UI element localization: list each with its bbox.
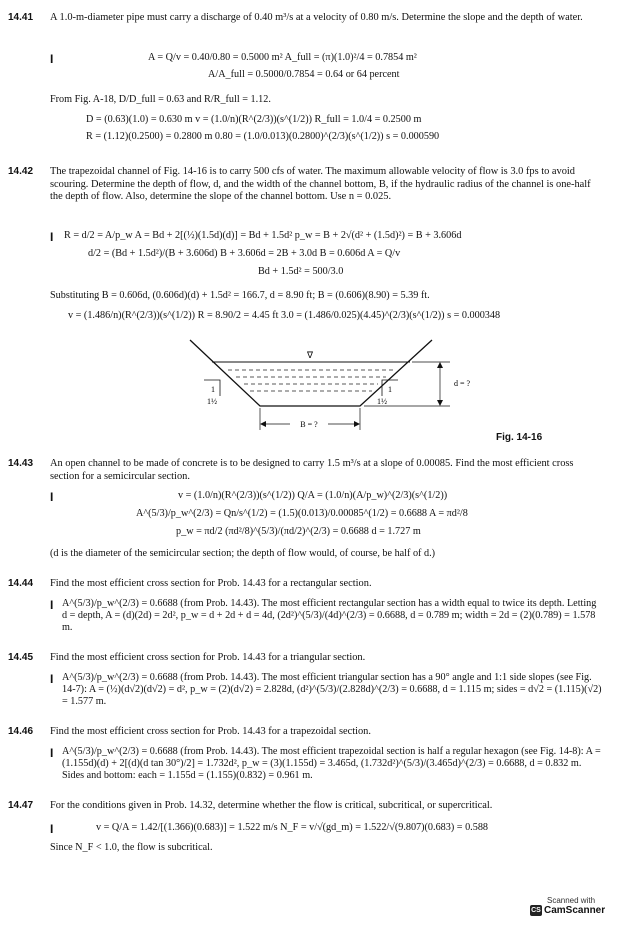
solution-mark: I [50,230,54,244]
problem-number: 14.46 [8,726,34,737]
camscanner-watermark [530,896,612,924]
problem-number: 14.44 [8,578,34,589]
solution-mark: I [50,746,54,760]
water-surface-symbol: ∇ [306,351,314,361]
solution-body: A^(5/3)/p_w^(2/3) = 0.6688 (from Prob. 14.43). The most efficient trapezoidal section is half a regular hexagon (see Fig. 14-8): A = (1.155d)(d) + 2[(d)(d tan 30°)/2] = 1.732d², p_w = (3)(1.155d) = 3.465d, (1.732d²)^(5/3)/(3.465d)^(2/3) = 0.6688, d = 0.832 m. Sides and bottom: each = 1.155d = (1.155)(0.832) = 0.961 m. [62,746,601,782]
solution-line: R = d/2 = A/p_w A = Bd + 2[(½)(1.5d)(d)] = Bd + 1.5d² p_w = B + 2√(d² + (1.5d)²) = B + 3.606d [64,230,462,241]
solution-mark: I [50,52,54,66]
solution-mark: I [50,822,54,836]
solution-body: A^(5/3)/p_w^(2/3) = 0.6688 (from Prob. 14.43). The most efficient triangular section has a 90° angle and 1:1 side slopes (see Fig. 14-7): A = (½)(d√2)(d√2) = d², p_w = (2)(d√2) = 2.828d, (d²)^(5/3)/(2.828d)^(2/3) = 0.6688, d = 1.115 m; sides = d√2 = (1.115)(√2) = 1.577 m. [62,672,602,708]
slope-run-label-left: 1½ [207,397,217,406]
solution-mark: I [50,598,54,612]
bottom-width-label: B = ? [300,420,318,429]
camscanner-logo-icon: CS [531,907,541,914]
figure-label: Fig. 14-16 [496,432,543,443]
solution-line: p_w = πd/2 (πd²/8)^(5/3)/(πd/2)^(2/3) = 0.6688 d = 1.727 m [176,526,421,537]
problem-number: 14.47 [8,800,34,811]
problem-number: 14.45 [8,652,34,663]
solution-line: d/2 = (Bd + 1.5d²)/(B + 3.606d) B + 3.606d = 2B + 3.0d B = 0.606d A = Q/v [88,248,401,259]
solution-line: Substituting B = 0.606d, (0.606d)(d) + 1.5d² = 166.7, d = 8.90 ft; B = (0.606)(8.90) = 5.39 ft. [50,290,430,301]
scanner-brand-name: CamScanner [544,905,606,916]
solution-body: A^(5/3)/p_w^(2/3) = 0.6688 (from Prob. 14.43). The most efficient rectangular section has a width equal to twice its depth. Letting d = depth, A = (d)(2d) = 2d², p_w = d + 2d + d = 4d, (2d²)^(5/3)/(4d)^(2/3) = 0.6688, d = 0.789 m; width = 2d = (2)(0.789) = 1.578 m. [62,598,597,634]
slope-run-label-right: 1½ [377,397,387,406]
slope-rise-label-right: 1 [388,385,392,394]
depth-label: d = ? [454,379,470,388]
solution-line: A^(5/3)/p_w^(2/3) = Qn/s^(1/2) = (1.5)(0.013)/0.00085^(1/2) = 0.6688 A = πd²/8 [136,508,468,519]
solution-line: D = (0.63)(1.0) = 0.630 m v = (1.0/n)(R^(2/3))(s^(1/2)) R_full = 1.0/4 = 0.2500 m [86,114,422,125]
problem-statement: Find the most efficient cross section for Prob. 14.43 for a trapezoidal section. [50,726,371,737]
solution-line: From Fig. A-18, D/D_full = 0.63 and R/R_full = 1.12. [50,94,271,105]
problem-number: 14.42 [8,166,34,177]
scanner-caption: Scanned with [546,896,596,905]
solution-line: Since N_F < 1.0, the flow is subcritical. [50,842,213,853]
problem-statement: A 1.0-m-diameter pipe must carry a discharge of 0.40 m³/s at a velocity of 0.80 m/s. Determine the slope and the depth of water. [50,12,583,23]
solution-line: A = Q/v = 0.40/0.80 = 0.5000 m² A_full = (π)(1.0)²/4 = 0.7854 m² [148,52,417,63]
scanner-brand [530,905,612,916]
slope-rise-label-left: 1 [211,385,215,394]
trapezoidal-channel-diagram [150,334,470,440]
solution-line: A/A_full = 0.5000/0.7854 = 0.64 or 64 percent [208,69,400,80]
solution-line: v = (1.0/n)(R^(2/3))(s^(1/2)) Q/A = (1.0/n)(A/p_w)^(2/3)(s^(1/2)) [178,490,448,501]
problem-statement: Find the most efficient cross section for Prob. 14.43 for a rectangular section. [50,578,372,589]
solution-line: v = Q/A = 1.42/[(1.366)(0.683)] = 1.522 m/s N_F = v/√(gd_m) = 1.522/√(9.807)(0.683) = 0.588 [96,822,489,833]
problem-statement: The trapezoidal channel of Fig. 14-16 is to carry 500 cfs of water. The maximum allowable velocity of flow is 3.0 fps to avoid scouring. Determine the depth of flow, d, and the width of the channel bottom, B, if the hydraulic radius of the channel is one-half the depth of flow. Also, determine the slope of the channel bottom. Use n = 0.025. [50,166,591,203]
solution-mark: I [50,672,54,686]
solution-line: Bd + 1.5d² = 500/3.0 [258,266,344,277]
solution-line: (d is the diameter of the semicircular section; the depth of flow would, of course, be half of d.) [50,548,436,559]
solution-line: R = (1.12)(0.2500) = 0.2800 m 0.80 = (1.0/0.013)(0.2800)^(2/3)(s^(1/2)) s = 0.000590 [86,131,440,142]
problem-number: 14.41 [8,12,34,23]
solution-mark: I [50,490,54,504]
problem-statement: For the conditions given in Prob. 14.32, determine whether the flow is critical, subcritical, or supercritical. [50,800,493,811]
problem-number: 14.43 [8,458,34,469]
solution-line: v = (1.486/n)(R^(2/3))(s^(1/2)) R = 8.90/2 = 4.45 ft 3.0 = (1.486/0.025)(4.45)^(2/3)(s^(1/2)) s = 0.000348 [68,310,501,321]
problem-statement: An open channel to be made of concrete is to be designed to carry 1.5 m³/s at a slope of 0.00085. Find the most efficient cross section for a semicircular section. [50,458,574,482]
problem-statement: Find the most efficient cross section for Prob. 14.43 for a triangular section. [50,652,366,663]
